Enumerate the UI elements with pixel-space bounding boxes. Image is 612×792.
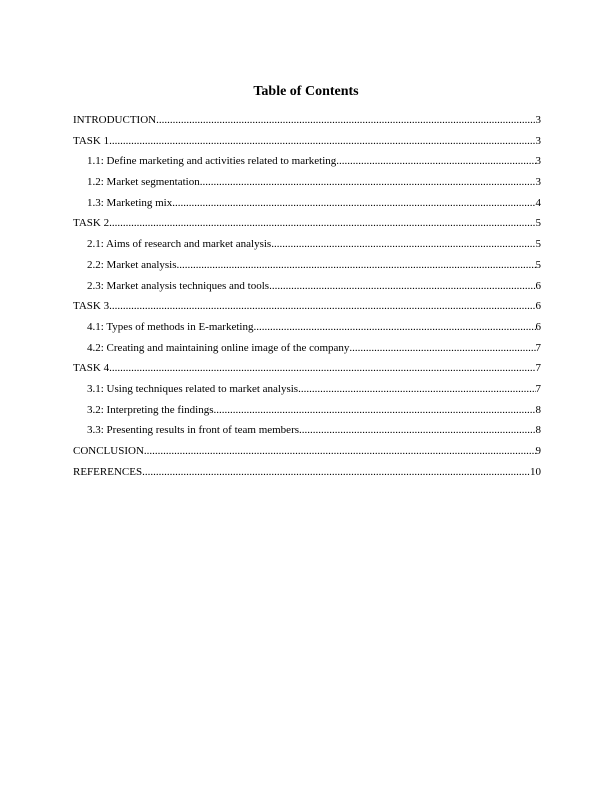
toc-entry-label: 3.1: Using techniques related to market analysis	[87, 382, 299, 395]
toc-dot-leader	[298, 382, 535, 396]
toc-entry[interactable]	[73, 403, 541, 424]
toc-entry[interactable]	[73, 361, 541, 382]
toc-entry-label: TASK 3	[73, 300, 110, 313]
toc-entry-label: 3.3: Presenting results in front of team members	[87, 424, 300, 437]
toc-entry[interactable]	[73, 382, 541, 403]
toc-dot-leader	[172, 196, 535, 210]
toc-dot-leader	[144, 444, 536, 458]
toc-entry[interactable]	[73, 154, 541, 175]
toc-entry[interactable]	[73, 175, 541, 196]
toc-entry-page-number: 10	[530, 465, 541, 478]
toc-dot-leader	[269, 279, 535, 293]
toc-entry-page-number: 5	[535, 258, 541, 271]
toc-dot-leader	[109, 361, 535, 375]
toc-entry-label: 1.3: Marketing mix	[87, 196, 173, 209]
toc-dot-leader	[109, 216, 535, 230]
toc-entry-label: 2.2: Market analysis	[87, 258, 177, 271]
toc-entry[interactable]	[73, 216, 541, 237]
toc-entry[interactable]	[73, 258, 541, 279]
toc-entry-page-number: 8	[535, 424, 541, 437]
toc-dot-leader	[109, 299, 535, 313]
toc-entry-page-number: 3	[535, 134, 541, 147]
toc-entry-page-number: 5	[535, 238, 541, 251]
toc-entry-page-number: 9	[535, 445, 541, 457]
toc-dot-leader	[349, 341, 535, 355]
toc-entry-page-number: 7	[535, 341, 541, 354]
toc-dot-leader	[299, 423, 535, 437]
toc-entry-page-number: 7	[535, 362, 541, 375]
toc-list	[73, 113, 541, 485]
toc-entry-label: 2.1: Aims of research and market analysis	[87, 238, 272, 251]
toc-entry-label: REFERENCES	[73, 465, 143, 478]
toc-dot-leader	[142, 465, 530, 479]
toc-entry[interactable]	[73, 113, 541, 134]
toc-dot-leader	[336, 154, 535, 168]
toc-dot-leader	[253, 320, 535, 334]
toc-dot-leader	[109, 134, 535, 148]
toc-entry[interactable]	[73, 465, 541, 486]
toc-entry-label: 4.2: Creating and maintaining online image of the company	[87, 341, 350, 354]
toc-dot-leader	[213, 403, 535, 417]
toc-entry-page-number: 5	[535, 217, 541, 230]
toc-entry[interactable]	[73, 444, 541, 465]
toc-entry[interactable]	[73, 341, 541, 362]
toc-entry-label: 3.2: Interpreting the findings	[87, 403, 214, 416]
toc-entry-page-number: 3	[535, 176, 541, 189]
toc-entry-label: TASK 2	[73, 217, 110, 230]
toc-entry-page-number: 4	[535, 196, 541, 209]
toc-entry[interactable]	[73, 320, 541, 341]
toc-entry[interactable]	[73, 196, 541, 217]
toc-entry-page-number: 6	[535, 300, 541, 313]
toc-entry[interactable]	[73, 279, 541, 300]
toc-entry-page-number: 6	[535, 320, 541, 333]
toc-entry[interactable]	[73, 134, 541, 155]
toc-entry-label: TASK 1	[73, 134, 110, 147]
toc-entry-page-number: 7	[535, 382, 541, 395]
toc-dot-leader	[200, 175, 536, 189]
toc-entry-label: INTRODUCTION	[73, 114, 157, 126]
toc-entry[interactable]	[73, 423, 541, 444]
toc-entry[interactable]	[73, 237, 541, 258]
toc-entry-label: 1.1: Define marketing and activities related to marketing	[87, 155, 337, 168]
toc-entry-label: 4.1: Types of methods in E-marketing	[87, 320, 254, 333]
toc-entry-page-number: 3	[535, 114, 541, 126]
toc-entry[interactable]	[73, 299, 541, 320]
toc-dot-leader	[156, 113, 535, 127]
toc-entry-label: 1.2: Market segmentation	[87, 176, 200, 189]
toc-dot-leader	[177, 258, 536, 272]
toc-entry-label: TASK 4	[73, 362, 110, 375]
toc-title: Table of Contents	[253, 84, 359, 99]
toc-entry-label: CONCLUSION	[73, 445, 144, 457]
toc-entry-page-number: 6	[535, 279, 541, 292]
toc-entry-label: 2.3: Market analysis techniques and tools	[87, 279, 270, 292]
toc-entry-page-number: 3	[535, 155, 541, 168]
toc-dot-leader	[271, 237, 535, 251]
toc-entry-page-number: 8	[535, 403, 541, 416]
